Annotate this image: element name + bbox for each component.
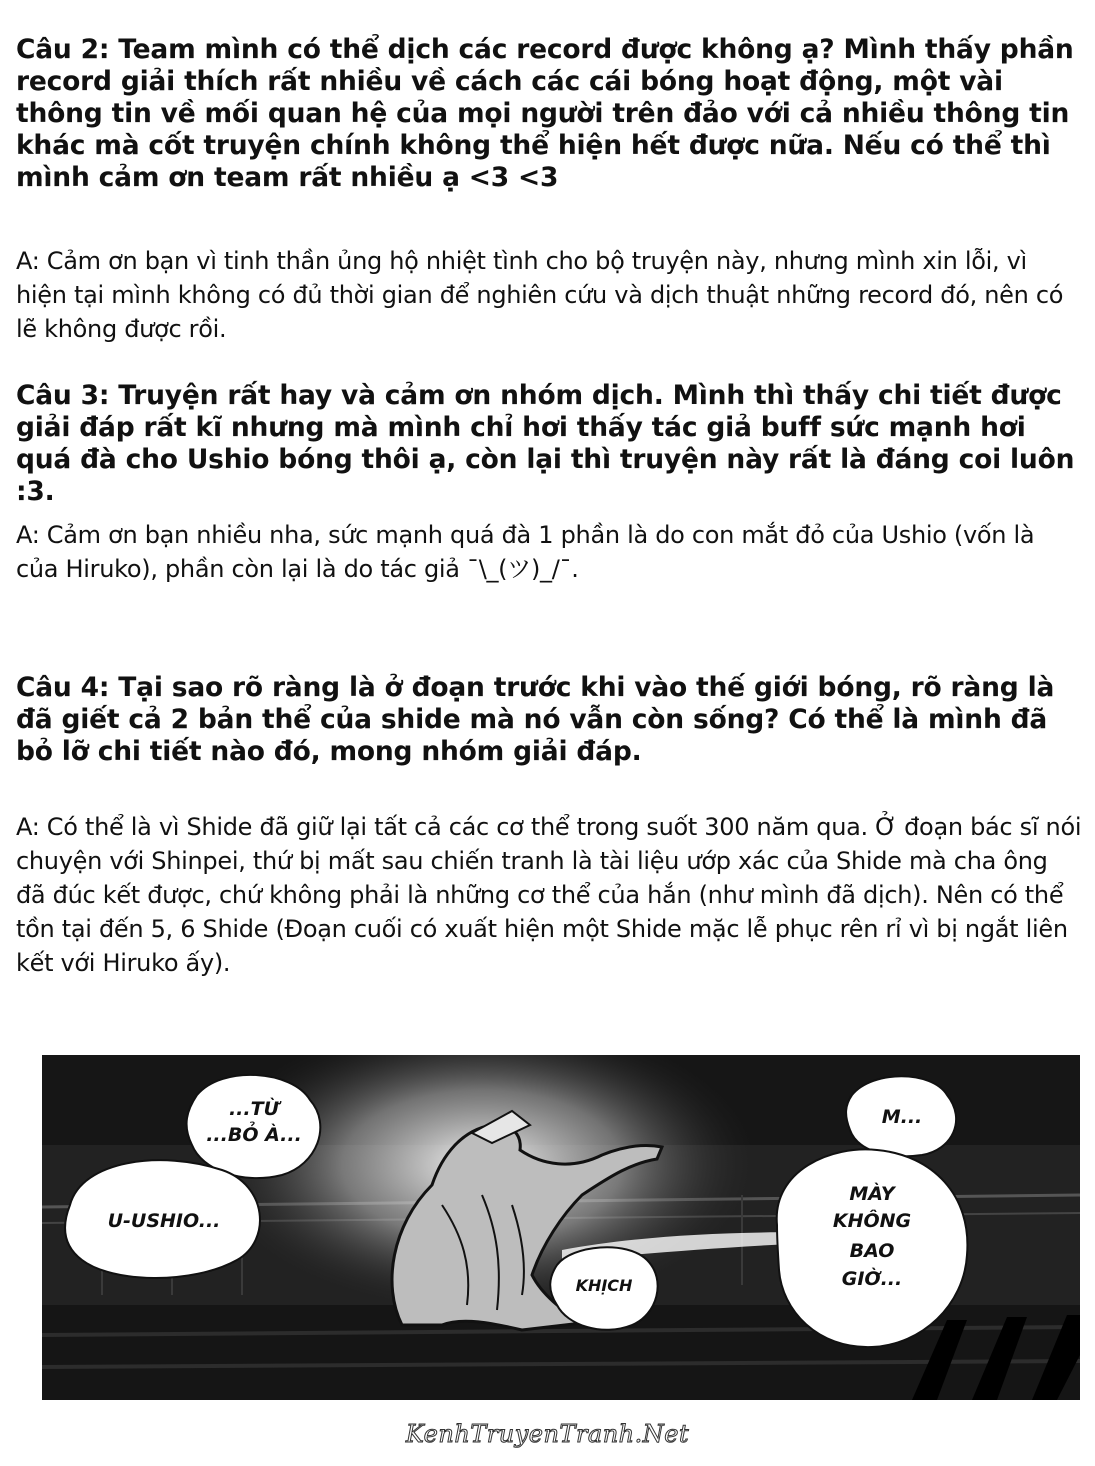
question-text: Câu 4: Tại sao rõ ràng là ở đoạn trước khi vào thế giới bóng, rõ ràng là đã giết cả 2 bản thể của shide mà nó vẫn còn sống? Có thể là mình đã bỏ lỡ chi tiết nào đó, mong nhóm giải đáp.	[16, 672, 1055, 767]
bubble-1-line-1: ...TỪ	[228, 1098, 280, 1120]
manga-panel	[42, 1055, 1080, 1400]
answer-text: A: Cảm ơn bạn nhiều nha, sức mạnh quá đà 1 phần là do con mắt đỏ của Ushio (vốn là của Hiruko), phần còn lại là do tác giả ¯\_(ツ)_/¯.	[16, 521, 1035, 583]
bubble-4-text: M...	[881, 1106, 923, 1128]
bubble-5-line-2: KHÔNG	[832, 1210, 912, 1232]
bubble-3-text: KHỊCH	[575, 1276, 633, 1295]
answer-text: A: Có thể là vì Shide đã giữ lại tất cả các cơ thể trong suốt 300 năm qua. Ở đoạn bác sĩ nói chuyện với Shinpei, thứ bị mất sau chiến tranh là tài liệu ướp xác của Shide mà cha ông đã đúc kết được, chứ không phải là những cơ thể của hắn (như mình đã dịch). Nên có thể tồn tại đến 5, 6 Shide (Đoạn cuối có xuất hiện một Shide mặc lễ phục rên rỉ vì bị ngắt liên kết với Hiruko ấy).	[16, 813, 1082, 977]
bubble-5-line-3: BAO	[849, 1240, 895, 1262]
answer-4	[16, 810, 1082, 980]
question-2	[16, 34, 1082, 194]
answer-3	[16, 518, 1082, 586]
question-text: Câu 2: Team mình có thể dịch các record được không ạ? Mình thấy phần record giải thích rất nhiều về cách các cái bóng hoạt động, một vài thông tin về mối quan hệ của mọi người trên đảo với cả nhiều thông tin khác mà cốt truyện chính không thể hiện hết được nữa. Nếu có thể thì mình cảm ơn team rất nhiều ạ <3 <3	[16, 34, 1074, 193]
bubble-5-line-4: GIỜ...	[841, 1268, 903, 1290]
watermark: KenhTruyenTranh.Net	[405, 1420, 690, 1448]
bubble-5-line-1: MÀY	[849, 1183, 895, 1205]
question-4	[16, 672, 1082, 768]
answer-2	[16, 244, 1082, 346]
question-3	[16, 380, 1082, 508]
answer-text: A: Cảm ơn bạn vì tinh thần ủng hộ nhiệt tình cho bộ truyện này, nhưng mình xin lỗi, vì hiện tại mình không có đủ thời gian để nghiên cứu và dịch thuật những record đó, nên có lẽ không được rồi.	[16, 247, 1064, 343]
bubble-1-line-2: ...BỎ À...	[206, 1124, 302, 1146]
bubble-2-text: U-USHIO...	[107, 1210, 221, 1232]
question-text: Câu 3: Truyện rất hay và cảm ơn nhóm dịch. Mình thì thấy chi tiết được giải đáp rất kĩ nhưng mà mình chỉ hơi thấy tác giả buff sức mạnh hơi quá đà cho Ushio bóng thôi ạ, còn lại thì truyện này rất là đáng coi luôn :3.	[16, 380, 1075, 507]
manga-illustration	[42, 1055, 1080, 1400]
